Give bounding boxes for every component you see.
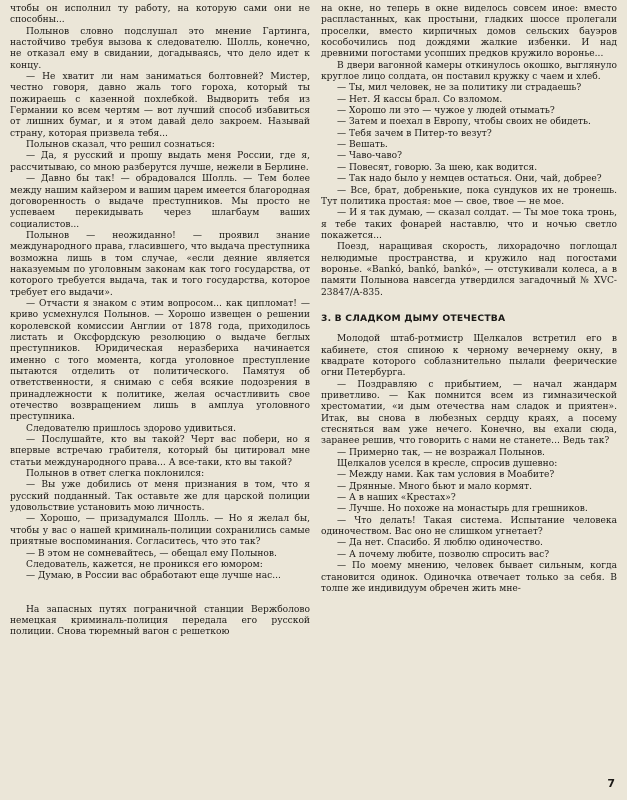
paragraph: — Так надо было у немцев остаться. Они, чай, добрее? (337, 174, 602, 185)
paragraph: — Между нами. Как там условия в Моабите? (337, 470, 555, 481)
paragraph: Полынов словно подслушал это мнение Гартинга, настойчиво требуя вызова к следователю. Шолль, конечно, не отказал ему в свидании, догадываясь, что дело идет к концу. (10, 26, 310, 71)
paragraph: на окне, но теперь в окне виделось совсем иное: вместо распластанных, как простыни, гладких шоссе пролегали проселки, вместо кирпичных домов сельских бауэров кособочились под дождями жалкие избенки. И над древними погостами усопших предков кружило воронье... (321, 4, 617, 60)
paragraph: — Отчасти я знаком с этим вопросом... как ципломат! — криво усмехнулся Полынов. — Хорошо извещен о решении королевской комиссии Англии от 1878 года, приходилось листать и Оксфордскую резолюцию о выдаче беглых преступников. Юридическая неразбериха начинается именно с того момента, когда уголовное преступление пытаются отделить от политического. Памятуя об ответственности, я снимаю с себя всякие подозрения в принадлежности к политике, желая осчастливить свое отечество возвращением лишь в амплуа уголовного преступника. (10, 298, 310, 423)
paragraph: — Лучше. Но похоже на монастырь для грешников. (337, 504, 588, 515)
paragraph: — Все, брат, добренькие, пока сундуков их не тронешь. Тут политика простая: мое — свое, твое — не мое. (321, 185, 617, 207)
paragraph: — Ты, мил человек, не за политику ли страдаешь? (337, 83, 582, 94)
paragraph: — Вы уже добились от меня признания в том, что я русский подданный. Так оставьте же для царской полиции удовольствие установить мою личность. (10, 480, 310, 514)
paragraph: — И я так думаю, — сказал солдат. — Ты мое тока тронь, я тебе таких фонарей наставлю, что и ночью светло покажется... (321, 208, 617, 241)
paragraph: — Что делать! Такая система. Испытание человека одиночеством. Вас оно не слишком угнетает? (321, 515, 617, 538)
paragraph: чтобы он исполнил ту работу, на которую сами они не способны... (10, 4, 310, 26)
paragraph: Молодой штаб-ротмистр Щелкалов встретил его в кабинете, стоя спиною к черному вечернему окну, в квадрате которого соблазнительно пылали феерические огни Петербурга. (321, 334, 617, 379)
paragraph: На запасных путях пограничной станции Вержболово немецкая криминаль-полиция передала его русской полиции. Снова тюремный вагон с решеткою (10, 604, 310, 638)
left-column (10, 4, 310, 639)
paragraph: — Думаю, в России вас обработают еще лучше нас... (26, 571, 281, 582)
paragraph: — Вешать. (337, 140, 388, 151)
paragraph: Полынов — неожиданно! — проявил знание международного права, гласившего, что выдача преступника возможна лишь в том случае, «если деяние является наказуемым по уголовным законам как того государства, от которого требуется выдача, так и того государства, которое требует его выдачи». (10, 230, 310, 298)
paragraph: — Давно бы так! — обрадовался Шолль. — Тем более между нашим кайзером и вашим царем имеется благородная договоренность о выдаче преступников. Мы просто не успеваем перекидывать через шлагбаум ваших социалистов... (10, 174, 310, 230)
scene-break (10, 583, 310, 605)
right-column (321, 4, 617, 595)
paragraph: — Нет. Я кассы брал. Со взломом. (337, 94, 503, 105)
paragraph: Полынов в ответ слегка поклонился: (26, 469, 205, 480)
paragraph: Следователь, кажется, не проникся его юмором: (26, 559, 263, 570)
paragraph: — Не хватит ли нам заниматься болтовней? Мистер, честно говоря, давно жаль того гороха, который ты пожираешь с казенной похлебкой. Выдворить тебя из Германии ко всем чертям — вот лучший способ избавиться от лишних бумаг, и я этом давай дело закроем. Называй страну, которая призвела тебя... (10, 72, 310, 139)
paragraph: — Затем и поехал в Европу, чтобы своих не обидеть. (337, 117, 591, 128)
paragraph: В двери вагонной камеры откинулось окошко, выглянуло круглое лицо солдата, он поставил кружку с чаем и хлеб. (321, 60, 617, 83)
paragraph: — Тебя зачем в Питер-то везут? (337, 128, 492, 139)
paragraph: — А почему любите, позволю спросить вас? (337, 549, 550, 560)
paragraph: — Поздравляю с прибытием, — начал жандарм приветливо. — Как помнится всем из гимназической хрестоматии, «и дым отечества нам сладок и приятен». Итак, вы снова в любезных сердцу краях, а посему стесняться вам уже нечего. Конечно, вы ехали сюда, заранее решив, что говорить с нами не станете... Ведь так? (321, 379, 617, 447)
paragraph: — Послушайте, кто вы такой? Черт вас побери, но я впервые встречаю грабителя, который бы цитировал мне статьи международного права... А все-таки, кто вы такой? (10, 435, 310, 468)
section-title: 3. В СЛАДКОМ ДЫМУ ОТЕЧЕСТВА (321, 312, 506, 324)
paragraph: — Да, я русский и прошу выдать меня России, где я, рассчитываю, со мною разберутся лучше, нежели в Берлине. (10, 151, 310, 173)
paragraph: — Да нет. Спасибо. Я люблю одиночество. (337, 538, 543, 549)
paragraph: — Хорошо ли это — чужое у людей отымать? (337, 106, 555, 117)
paragraph: — Чаво-чаво? (337, 151, 403, 162)
paragraph: — Дрянные. Много бьют и мало кормят. (337, 481, 533, 492)
paragraph: Следователю пришлось здорово удивиться. (26, 423, 237, 434)
paragraph: — А в наших «Крестах»? (337, 493, 456, 504)
paragraph: — Хорошо, — призадумался Шолль. — Но я желал бы, чтобы у вас о нашей криминаль-полиции сохранились самые приятные воспоминания. Согласитесь, что это так? (10, 514, 310, 548)
paragraph: Поезд, наращивая скорость, лихорадочно поглощал нелюдимые пространства, и кружило над погостами воронье. «Bankó, bankó, bankó», — отстукивали колеса, а в памяти Полынова навсегда утвердился загадочный № XVC-23847/A-835. (321, 242, 617, 298)
paragraph: — Примерно так, — не возражал Полынов. (337, 447, 545, 458)
paragraph: — Повесят, говорю. За шею, как водится. (337, 162, 538, 173)
page-number: 7 (607, 777, 615, 790)
paragraph: Щелкалов уселся в кресле, спросив душевно: (337, 459, 558, 470)
paragraph: — По моему мнению, человек бывает сильным, когда становится одинок. Одиночка отвечает только за себя. В толпе же индивидуум обречен жить мне- (321, 561, 617, 594)
paragraph: Полынов сказал, что решил сознаться: (26, 140, 215, 151)
paragraph: — В этом не сомневайтесь, — обещал ему Полынов. (26, 548, 277, 559)
